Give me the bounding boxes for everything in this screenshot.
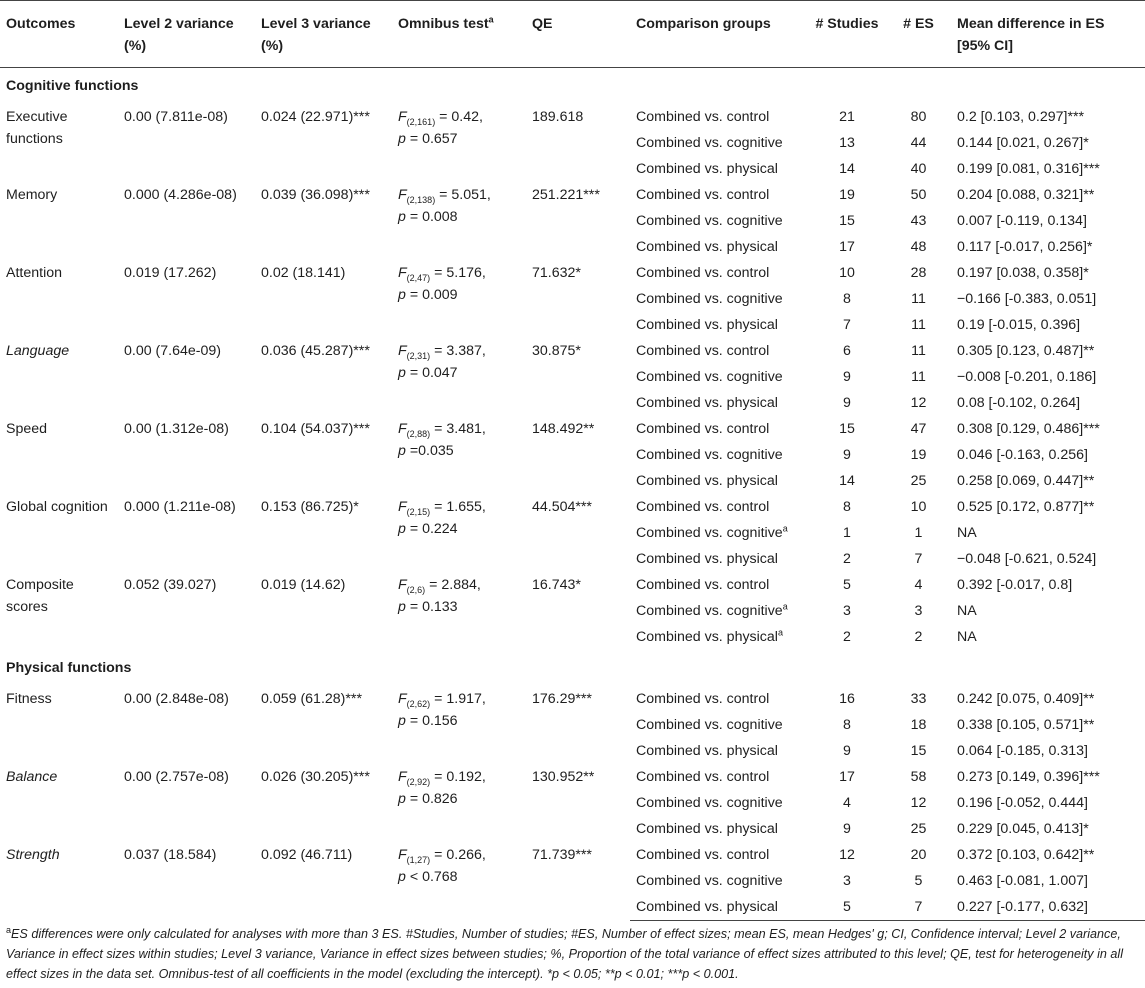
omnibus-test (392, 842, 526, 921)
studies-count: 5 (808, 894, 884, 921)
level3-variance: 0.092 (46.711) (261, 847, 353, 863)
comparison-group (630, 156, 808, 182)
comparison-label: Combined vs. physical (636, 317, 778, 333)
es-count: 1 (914, 525, 923, 541)
es-count: 80 (910, 109, 927, 125)
comparison-label: Combined vs. physical (636, 161, 778, 177)
omnibus-test (392, 416, 526, 494)
comparison-group (630, 686, 808, 712)
omnibus-p-letter: p (398, 869, 406, 885)
comparison-label: Combined vs. cognitive (636, 525, 783, 541)
comparison-group (630, 738, 808, 764)
mean-difference: 0.227 [-0.177, 0.632] (951, 894, 1145, 921)
omnibus-df: (2,138) (406, 194, 436, 205)
studies-count: 9 (843, 369, 851, 385)
studies-count: 9 (843, 821, 851, 837)
omnibus-value: = 1.655, (430, 499, 486, 515)
outcome-name: Speed (6, 421, 48, 437)
header-es: # ES (884, 1, 951, 68)
es-count: 19 (910, 447, 927, 463)
omnibus-value: = 0.42, (435, 109, 483, 125)
qe-value: 71.739*** (532, 847, 592, 863)
omnibus-df: (2,31) (406, 350, 431, 361)
studies-count: 17 (839, 239, 855, 255)
comparison-group (630, 790, 808, 816)
mean-difference: NA (957, 525, 977, 541)
comparison-group (630, 208, 808, 234)
es-count: 11 (911, 291, 926, 307)
omnibus-p-value: = 0.133 (409, 599, 458, 615)
comparison-group (630, 894, 808, 921)
comparison-group (630, 546, 808, 572)
comparison-label: Combined vs. cognitive (636, 873, 783, 889)
table-row (0, 104, 1145, 130)
studies-count: 12 (839, 847, 855, 863)
es-count: 7 (914, 551, 923, 567)
qe-value: 251.221*** (532, 187, 600, 203)
es-count: 47 (910, 421, 927, 437)
omnibus-p-letter: p (398, 443, 406, 459)
omnibus-p-letter: p (398, 365, 406, 381)
qe-value: 44.504*** (532, 499, 592, 515)
studies-count: 10 (839, 265, 855, 281)
studies-count: 14 (839, 161, 855, 177)
mean-difference: 0.463 [-0.081, 1.007] (957, 873, 1088, 889)
qe-value: 189.618 (532, 109, 584, 125)
omnibus-df: (2,161) (406, 116, 436, 127)
comparison-group (630, 442, 808, 468)
comparison-group (630, 764, 808, 790)
header-outcomes: Outcomes (0, 1, 118, 68)
level3-variance: 0.036 (45.287)*** (261, 343, 370, 359)
omnibus-test (392, 182, 526, 260)
comparison-group (630, 712, 808, 738)
studies-count: 1 (843, 525, 851, 541)
table-row (0, 260, 1145, 286)
omnibus-f: F (398, 847, 407, 863)
es-count: 7 (884, 894, 951, 921)
table-row (0, 764, 1145, 790)
header-mean-diff: Mean difference in ES [95% CI] (951, 1, 1145, 68)
mean-difference: 0.229 [0.045, 0.413]* (957, 821, 1089, 837)
comparison-label: Combined vs. cognitive (636, 369, 783, 385)
section-row (0, 68, 1145, 105)
level3-variance: 0.059 (61.28)*** (261, 691, 362, 707)
studies-count: 3 (843, 603, 851, 619)
qe-value: 148.492** (532, 421, 595, 437)
omnibus-df: (2,62) (406, 698, 431, 709)
comparison-label: Combined vs. cognitive (636, 447, 783, 463)
omnibus-p-value: = 0.156 (409, 713, 458, 729)
comparison-label: Combined vs. control (636, 769, 770, 785)
qe-value: 71.632* (532, 265, 581, 281)
comparison-label: Combined vs. physical (636, 551, 778, 567)
omnibus-p-letter: p (398, 287, 406, 303)
es-count: 10 (910, 499, 927, 515)
comparison-group (630, 312, 808, 338)
comparison-group (630, 572, 808, 598)
mean-difference: 0.338 [0.105, 0.571]** (957, 717, 1095, 733)
studies-count: 6 (843, 343, 851, 359)
comparison-label: Combined vs. control (636, 343, 770, 359)
es-count: 2 (914, 629, 923, 645)
comparison-label: Combined vs. physical (636, 395, 778, 411)
level3-variance: 0.019 (14.62) (261, 577, 346, 593)
level2-variance: 0.00 (2.848e-08) (124, 691, 229, 707)
studies-count: 5 (843, 577, 851, 593)
level2-variance: 0.00 (2.757e-08) (124, 769, 229, 785)
comparison-group (630, 816, 808, 842)
comparison-label: Combined vs. control (636, 499, 770, 515)
outcome-name: Global cognition (6, 499, 108, 515)
comparison-group (630, 598, 808, 624)
omnibus-p-value: = 0.009 (409, 287, 458, 303)
studies-count: 8 (843, 499, 851, 515)
outcome-name: Language (6, 343, 70, 359)
omnibus-test (392, 260, 526, 338)
level3-variance: 0.153 (86.725)* (261, 499, 359, 515)
omnibus-value: = 0.266, (430, 847, 486, 863)
omnibus-test (392, 572, 526, 650)
comparison-group (630, 182, 808, 208)
studies-count: 8 (843, 717, 851, 733)
comparison-label: Combined vs. control (636, 265, 770, 281)
comparison-group (630, 494, 808, 520)
studies-count: 7 (843, 317, 851, 333)
studies-count: 14 (839, 473, 855, 489)
comparison-group (630, 520, 808, 546)
es-count: 20 (910, 847, 927, 863)
studies-count: 17 (839, 769, 855, 785)
omnibus-p-value: = 0.047 (409, 365, 458, 381)
mean-difference: 0.064 [-0.185, 0.313] (957, 743, 1088, 759)
studies-count: 4 (843, 795, 851, 811)
comparison-label: Combined vs. physical (636, 239, 778, 255)
omnibus-f: F (398, 187, 407, 203)
es-count: 12 (910, 795, 927, 811)
mean-difference: 0.046 [-0.163, 0.256] (957, 447, 1088, 463)
table-row (0, 842, 1145, 868)
header-level2: Level 2 variance (%) (118, 1, 255, 68)
omnibus-value: = 5.051, (435, 187, 491, 203)
omnibus-test (392, 764, 526, 842)
comparison-label: Combined vs. cognitive (636, 213, 783, 229)
table-row (0, 686, 1145, 712)
mean-difference: 0.197 [0.038, 0.358]* (957, 265, 1089, 281)
comparison-label: Combined vs. physical (636, 743, 778, 759)
section-row (0, 650, 1145, 686)
mean-difference: 0.117 [-0.017, 0.256]* (957, 239, 1093, 255)
mean-difference: NA (957, 629, 977, 645)
comparison-group (630, 234, 808, 260)
es-count: 43 (910, 213, 927, 229)
es-count: 44 (910, 135, 927, 151)
comparison-footnote-marker: a (782, 523, 788, 534)
comparison-label: Combined vs. control (636, 109, 770, 125)
table-row (0, 416, 1145, 442)
mean-difference: 0.258 [0.069, 0.447]** (957, 473, 1095, 489)
level3-variance: 0.02 (18.141) (261, 265, 346, 281)
comparison-group (630, 338, 808, 364)
es-count: 4 (914, 577, 923, 593)
comparison-label: Combined vs. cognitive (636, 291, 783, 307)
omnibus-test (392, 494, 526, 572)
omnibus-f: F (398, 691, 407, 707)
table-row (0, 182, 1145, 208)
studies-count: 21 (839, 109, 855, 125)
level2-variance: 0.037 (18.584) (124, 847, 217, 863)
mean-difference: −0.008 [-0.201, 0.186] (957, 369, 1097, 385)
es-count: 18 (910, 717, 927, 733)
mean-difference: 0.204 [0.088, 0.321]** (957, 187, 1095, 203)
comparison-group (630, 842, 808, 868)
level2-variance: 0.019 (17.262) (124, 265, 217, 281)
level2-variance: 0.052 (39.027) (124, 577, 217, 593)
omnibus-value: = 1.917, (430, 691, 486, 707)
comparison-label: Combined vs. control (636, 691, 770, 707)
comparison-group (630, 104, 808, 130)
footnote-text: ES differences were only calculated for analyses with more than 3 ES. #Studies, Number of studies; #ES, Number of effect sizes; mean ES, mean Hedges' g; CI, Confidence interval; Level 2 variance, Variance in effect sizes within studies; Level 3 variance, Variance in effect sizes between studies; %, Proportion of the total variance of effect sizes attributed to this level; QE, test for heterogeneity in all effect sizes in the data set. Omnibus-test of all coefficients in the model (excluding the intercept). *p < 0.05; **p < 0.01; ***p < 0.001. (6, 927, 1123, 981)
mean-difference: 0.08 [-0.102, 0.264] (957, 395, 1081, 411)
comparison-group (630, 868, 808, 894)
studies-count: 2 (843, 629, 851, 645)
omnibus-p-value: < 0.768 (409, 869, 458, 885)
footnote-marker: a (6, 924, 12, 935)
omnibus-f: F (398, 109, 407, 125)
omnibus-p-letter: p (398, 209, 406, 225)
outcome-name: Fitness (6, 691, 52, 707)
mean-difference: 0.305 [0.123, 0.487]** (957, 343, 1095, 359)
qe-value: 130.952** (532, 769, 595, 785)
qe-value: 176.29*** (532, 691, 592, 707)
omnibus-f: F (398, 499, 407, 515)
outcome-name: Attention (6, 265, 63, 281)
omnibus-df: (2,88) (406, 428, 431, 439)
omnibus-p-letter: p (398, 791, 406, 807)
section-title: Physical functions (6, 660, 132, 676)
comparison-group (630, 364, 808, 390)
omnibus-f: F (398, 343, 407, 359)
level2-variance: 0.000 (4.286e-08) (124, 187, 237, 203)
mean-difference: NA (957, 603, 977, 619)
comparison-group (630, 286, 808, 312)
studies-count: 13 (839, 135, 855, 151)
table-footnote (6, 924, 1141, 984)
outcome-name: Strength (6, 847, 60, 863)
omnibus-p-letter: p (398, 131, 406, 147)
omnibus-p-letter: p (398, 599, 406, 615)
studies-count: 3 (843, 873, 851, 889)
comparison-footnote-marker: a (777, 627, 783, 638)
studies-count: 8 (843, 291, 851, 307)
es-count: 33 (910, 691, 927, 707)
comparison-label: Combined vs. cognitive (636, 717, 783, 733)
outcome-name: Memory (6, 187, 58, 203)
outcome-name: Composite scores (6, 577, 74, 615)
omnibus-value: = 3.481, (430, 421, 486, 437)
es-count: 40 (910, 161, 927, 177)
es-count: 3 (914, 603, 923, 619)
header-studies: # Studies (808, 1, 884, 68)
es-count: 28 (910, 265, 927, 281)
mean-difference: 0.308 [0.129, 0.486]*** (957, 421, 1100, 437)
comparison-label: Combined vs. control (636, 421, 770, 437)
omnibus-f: F (398, 577, 407, 593)
level2-variance: 0.00 (7.64e-09) (124, 343, 222, 359)
comparison-label: Combined vs. physical (636, 473, 778, 489)
es-count: 5 (914, 873, 923, 889)
mean-difference: 0.392 [-0.017, 0.8] (957, 577, 1073, 593)
mean-difference: −0.048 [-0.621, 0.524] (957, 551, 1097, 567)
comparison-label: Combined vs. control (636, 187, 770, 203)
studies-count: 2 (843, 551, 851, 567)
omnibus-p-value: = 0.657 (409, 131, 458, 147)
comparison-group (630, 416, 808, 442)
comparison-label: Combined vs. physical (636, 899, 778, 915)
omnibus-p-value: = 0.224 (409, 521, 458, 537)
es-count: 48 (910, 239, 927, 255)
section-title: Cognitive functions (6, 78, 139, 94)
es-count: 50 (910, 187, 927, 203)
mean-difference: 0.196 [-0.052, 0.444] (957, 795, 1088, 811)
es-count: 25 (910, 821, 927, 837)
mean-difference: 0.372 [0.103, 0.642]** (957, 847, 1095, 863)
mean-difference: 0.199 [0.081, 0.316]*** (957, 161, 1100, 177)
qe-value: 16.743* (532, 577, 581, 593)
omnibus-value: = 2.884, (425, 577, 481, 593)
studies-count: 9 (843, 447, 851, 463)
es-count: 11 (911, 369, 926, 385)
mean-difference: 0.242 [0.075, 0.409]** (957, 691, 1095, 707)
mean-difference: −0.166 [-0.383, 0.051] (957, 291, 1097, 307)
level2-variance: 0.00 (1.312e-08) (124, 421, 229, 437)
mean-difference: 0.273 [0.149, 0.396]*** (957, 769, 1100, 785)
studies-count: 15 (839, 213, 855, 229)
omnibus-test (392, 104, 526, 182)
es-count: 25 (910, 473, 927, 489)
omnibus-p-value: = 0.826 (409, 791, 458, 807)
omnibus-test (392, 686, 526, 764)
header-level3: Level 3 variance (%) (255, 1, 392, 68)
header-comparison: Comparison groups (630, 1, 808, 68)
studies-count: 9 (843, 395, 851, 411)
level3-variance: 0.039 (36.098)*** (261, 187, 370, 203)
omnibus-value: = 0.192, (430, 769, 486, 785)
omnibus-df: (2,92) (406, 776, 431, 787)
omnibus-p-value: =0.035 (409, 443, 454, 459)
comparison-group (630, 130, 808, 156)
level2-variance: 0.000 (1.211e-08) (124, 499, 236, 515)
comparison-label: Combined vs. cognitive (636, 795, 783, 811)
level3-variance: 0.026 (30.205)*** (261, 769, 370, 785)
omnibus-value: = 3.387, (430, 343, 486, 359)
es-count: 15 (910, 743, 927, 759)
es-count: 58 (910, 769, 927, 785)
es-count: 12 (910, 395, 927, 411)
qe-value: 30.875* (532, 343, 581, 359)
table-header (0, 1, 1145, 68)
level2-variance: 0.00 (7.811e-08) (124, 109, 228, 125)
comparison-group (630, 390, 808, 416)
comparison-group (630, 624, 808, 650)
omnibus-df: (2,6) (406, 584, 426, 595)
mean-difference: 0.19 [-0.015, 0.396] (957, 317, 1081, 333)
level3-variance: 0.104 (54.037)*** (261, 421, 370, 437)
outcome-name: Balance (6, 769, 58, 785)
omnibus-df: (2,15) (406, 506, 431, 517)
outcome-name: Executive functions (6, 109, 68, 147)
es-count: 11 (911, 343, 926, 359)
mean-difference: 0.007 [-0.119, 0.134] (957, 213, 1087, 229)
comparison-label: Combined vs. physical (636, 629, 778, 645)
studies-count: 9 (843, 743, 851, 759)
table-row (0, 494, 1145, 520)
table-body (0, 68, 1145, 921)
studies-count: 16 (839, 691, 855, 707)
mean-difference: 0.144 [0.021, 0.267]* (957, 135, 1089, 151)
omnibus-f: F (398, 421, 407, 437)
comparison-label: Combined vs. cognitive (636, 603, 783, 619)
comparison-group (630, 468, 808, 494)
header-omnibus: Omnibus test$^a$ (392, 1, 526, 68)
omnibus-p-value: = 0.008 (409, 209, 458, 225)
omnibus-test (392, 338, 526, 416)
comparison-footnote-marker: a (782, 601, 788, 612)
mean-difference: 0.2 [0.103, 0.297]*** (957, 109, 1085, 125)
omnibus-f: F (398, 769, 407, 785)
es-count: 11 (911, 317, 926, 333)
comparison-label: Combined vs. control (636, 577, 770, 593)
omnibus-p-letter: p (398, 521, 406, 537)
table-row (0, 338, 1145, 364)
omnibus-df: (2,47) (406, 272, 431, 283)
studies-count: 15 (839, 421, 855, 437)
omnibus-df: (1,27) (406, 854, 431, 865)
comparison-label: Combined vs. control (636, 847, 770, 863)
table-row (0, 572, 1145, 598)
level3-variance: 0.024 (22.971)*** (261, 109, 370, 125)
omnibus-f: F (398, 265, 407, 281)
comparison-label: Combined vs. physical (636, 821, 778, 837)
comparison-group (630, 260, 808, 286)
mean-difference: 0.525 [0.172, 0.877]** (957, 499, 1095, 515)
studies-count: 19 (839, 187, 855, 203)
header-qe: QE (526, 1, 630, 68)
comparison-label: Combined vs. cognitive (636, 135, 783, 151)
omnibus-value: = 5.176, (430, 265, 486, 281)
omnibus-p-letter: p (398, 713, 406, 729)
